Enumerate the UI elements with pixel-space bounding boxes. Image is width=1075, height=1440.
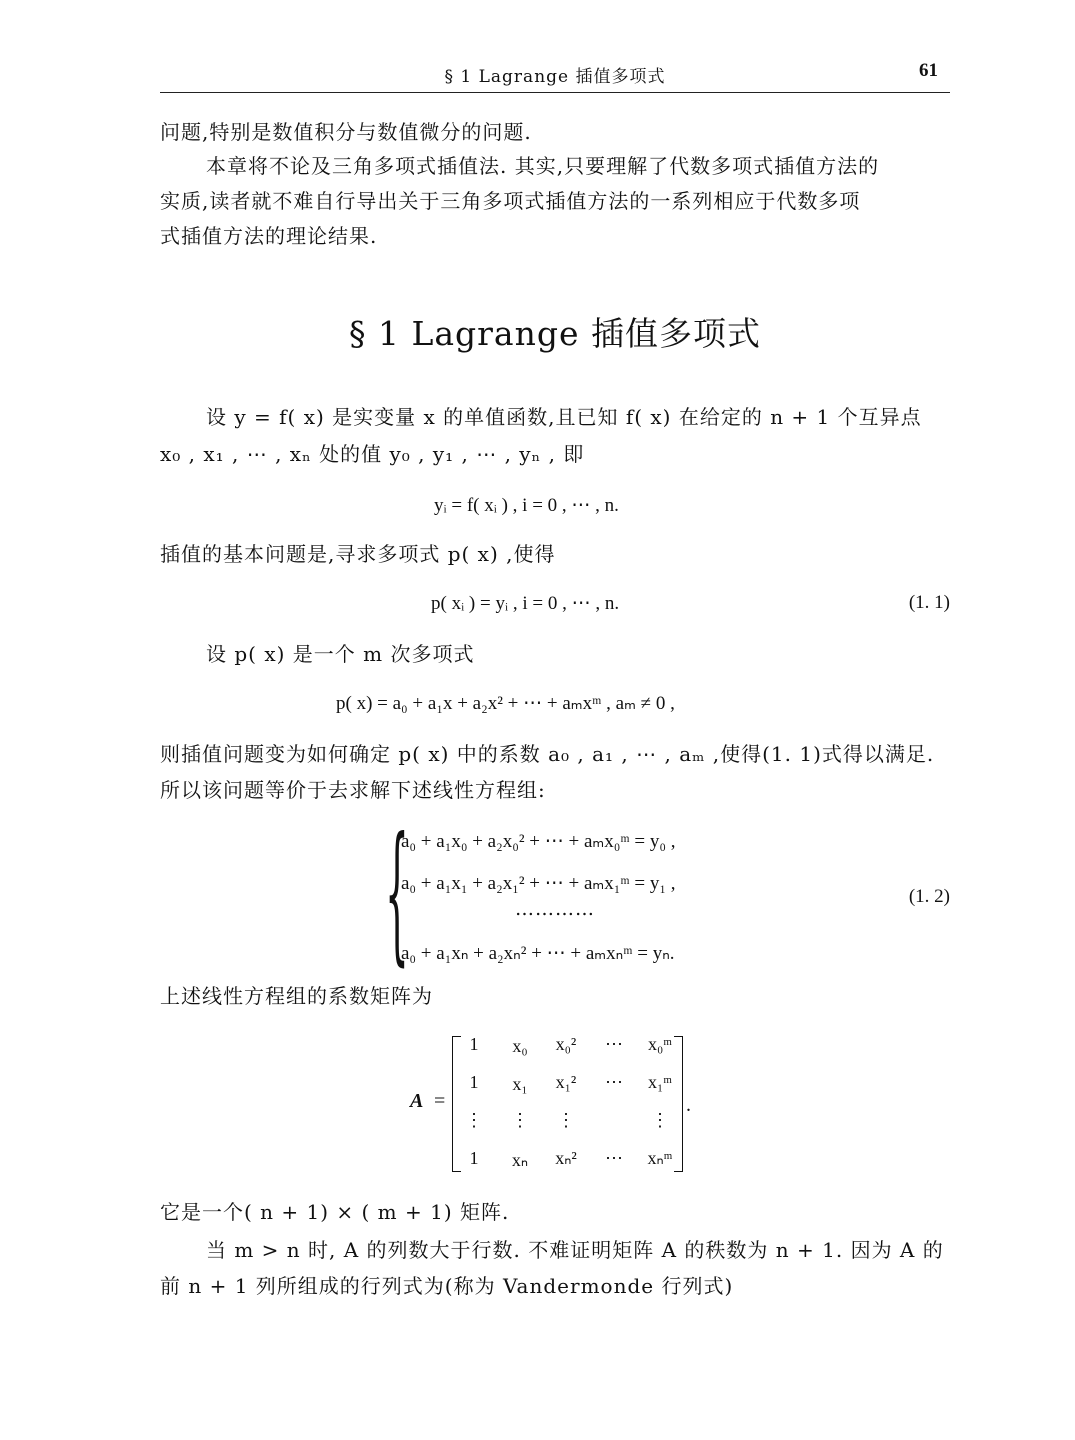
paragraph-7-line-1: 当 m > n 时, A 的列数大于行数. 不难证明矩阵 A 的秩数为 n + 1. 因为 A 的 bbox=[206, 1238, 944, 1262]
left-brace: { bbox=[385, 806, 409, 980]
page-number: 61 bbox=[919, 60, 938, 81]
intro-line-4: 式插值方法的理论结果. bbox=[160, 224, 378, 248]
paragraph-4-line-1: 则插值问题变为如何确定 p( x) 中的系数 a₀ , a₁ , ⋯ , aₘ ,使得(1. 1)式得以满足. bbox=[160, 742, 935, 766]
equation-given-values: yᵢ = f( xᵢ ) , i = 0 , ⋯ , n. bbox=[434, 495, 619, 516]
section-title: § 1 Lagrange 插值多项式 bbox=[348, 314, 762, 353]
matrix-cell: x₀ᵐ bbox=[647, 1034, 673, 1054]
equation-1-1: p( xᵢ ) = yᵢ , i = 0 , ⋯ , n. bbox=[431, 593, 620, 614]
matrix-A bbox=[400, 1030, 700, 1180]
matrix-cell: ⋮ bbox=[465, 1110, 483, 1130]
paragraph-6: 它是一个( n + 1) × ( m + 1) 矩阵. bbox=[160, 1200, 510, 1224]
matrix-cell: ⋮ bbox=[511, 1110, 529, 1130]
equation-number-1-1: (1. 1) bbox=[908, 592, 950, 613]
paragraph-7-line-2: 前 n + 1 列所组成的行列式为(称为 Vandermonde 行列式) bbox=[160, 1274, 734, 1298]
paragraph-4-line-2: 所以该问题等价于去求解下述线性方程组: bbox=[160, 778, 546, 802]
system-row-n: a₀ + a₁xₙ + a₂xₙ² + ⋯ + aₘxₙᵐ = yₙ. bbox=[401, 943, 675, 964]
matrix-cell: x₁ᵐ bbox=[647, 1072, 673, 1092]
header-rule bbox=[160, 92, 950, 93]
system-row-0: a₀ + a₁x₀ + a₂x₀² + ⋯ + aₘx₀ᵐ = y₀ , bbox=[401, 831, 676, 852]
equation-number-1-2: (1. 2) bbox=[908, 886, 950, 907]
paragraph-1-line-1: 设 y = f( x) 是实变量 x 的单值函数,且已知 f( x) 在给定的 n + 1 个互异点 bbox=[206, 405, 922, 429]
matrix-period: . bbox=[686, 1094, 691, 1116]
system-ellipsis-row: ………… bbox=[515, 898, 595, 920]
matrix-cell: 1 bbox=[469, 1072, 479, 1092]
paragraph-3: 设 p( x) 是一个 m 次多项式 bbox=[206, 642, 475, 666]
matrix-cell: x₁ bbox=[512, 1074, 528, 1094]
matrix-cell: x₁² bbox=[555, 1072, 577, 1092]
intro-line-2: 本章将不论及三角多项式插值法. 其实,只要理解了代数多项式插值方法的 bbox=[206, 154, 880, 178]
matrix-cell: x₀² bbox=[555, 1034, 577, 1054]
paragraph-2: 插值的基本问题是,寻求多项式 p( x) ,使得 bbox=[160, 542, 556, 566]
matrix-cell: 1 bbox=[469, 1148, 479, 1168]
matrix-cell: ⋯ bbox=[605, 1072, 623, 1092]
matrix-cell: ⋮ bbox=[651, 1110, 669, 1130]
matrix-cell: x₀ bbox=[512, 1036, 528, 1056]
paragraph-5: 上述线性方程组的系数矩阵为 bbox=[160, 984, 433, 1008]
system-row-1: a₀ + a₁x₁ + a₂x₁² + ⋯ + aₘx₁ᵐ = y₁ , bbox=[401, 873, 676, 894]
matrix-cell: ⋮ bbox=[557, 1110, 575, 1130]
matrix-equals: = bbox=[434, 1090, 446, 1112]
linear-system-1-2 bbox=[385, 806, 745, 980]
intro-line-3: 实质,读者就不难自行导出关于三角多项式插值方法的一系列相应于代数多项 bbox=[160, 189, 861, 213]
running-title: § 1 Lagrange 插值多项式 bbox=[444, 67, 666, 87]
running-head bbox=[160, 58, 950, 88]
matrix-cell: ⋯ bbox=[605, 1148, 623, 1168]
paragraph-1-line-2: x₀ , x₁ , ⋯ , xₙ 处的值 y₀ , y₁ , ⋯ , yₙ , 即 bbox=[160, 442, 585, 466]
matrix-symbol: A bbox=[410, 1090, 424, 1112]
matrix-cell: xₙ bbox=[511, 1150, 529, 1170]
intro-line-1: 问题,特别是数值积分与数值微分的问题. bbox=[160, 120, 532, 144]
matrix-cell: ⋯ bbox=[605, 1034, 623, 1054]
matrix-cell: xₙ² bbox=[555, 1148, 577, 1168]
equation-polynomial: p( x) = a₀ + a₁x + a₂x² + ⋯ + aₘxᵐ , aₘ ≠ 0 , bbox=[336, 693, 675, 714]
matrix-cell: 1 bbox=[469, 1034, 479, 1054]
matrix-cell: xₙᵐ bbox=[647, 1148, 673, 1168]
